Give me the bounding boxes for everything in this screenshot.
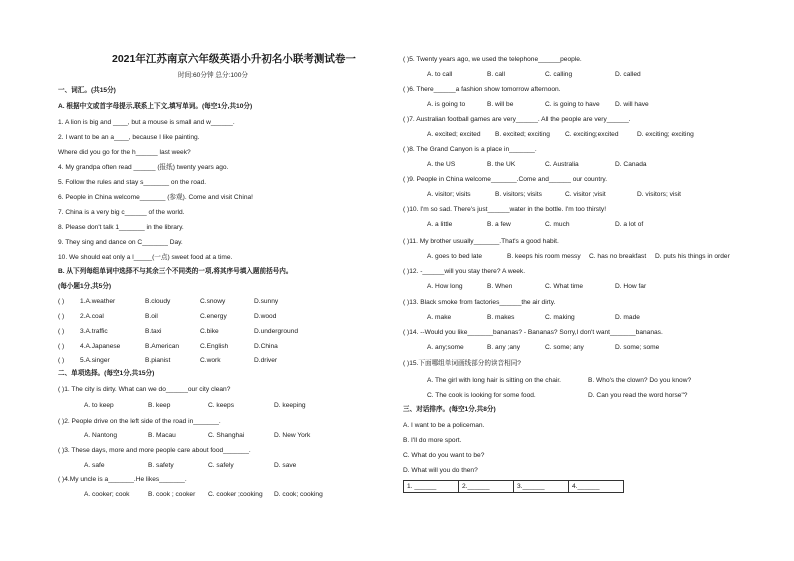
dialog-line: 三、对话排序。(每空1分,共8分) xyxy=(403,406,496,413)
option-b: B. When xyxy=(487,283,513,290)
answer-cell[interactable]: 3.______ xyxy=(514,481,569,493)
option-d: D.wood xyxy=(254,313,277,320)
question-line: ( )3. These days, more and more people care about food_______. xyxy=(58,447,251,454)
option-b: B. a few xyxy=(487,221,511,228)
option-c: C.work xyxy=(200,357,221,364)
option-a: A. goes to bed late xyxy=(427,253,482,260)
option-a: A. make xyxy=(427,314,452,321)
option-d: D. visitors; visit xyxy=(637,191,681,198)
option-a: A. safe xyxy=(84,462,105,469)
question-line: ( )9. People in China welcome_______.Come and______ our country. xyxy=(403,176,608,183)
question-line: 10. We should eat only a l_____(一点) sweet food at a time. xyxy=(58,254,233,261)
option-d: D. save xyxy=(274,462,297,469)
question-line: 7. China is a very big c______ of the world. xyxy=(58,209,185,216)
option-b: B.cloudy xyxy=(145,298,171,305)
option-b: B. will be xyxy=(487,101,514,108)
option-d: D. keeping xyxy=(274,402,306,409)
option-d: D. Canada xyxy=(615,161,647,168)
dialog-line: B. I'll do more sport. xyxy=(403,437,462,444)
option-c: C. keeps xyxy=(208,402,235,409)
option-d: D. some; some xyxy=(615,344,660,351)
option-c: C. has no breakfast xyxy=(589,253,647,260)
q15-option: D. Can you read the word horse"? xyxy=(588,392,688,399)
option-b: B. keeps his room messy xyxy=(507,253,581,260)
question-line: ( )10. I'm so sad. There's just______water in the bottle. I'm too thirsty! xyxy=(403,206,607,213)
option-b: B. keep xyxy=(148,402,171,409)
answer-bracket: ( ) xyxy=(58,343,65,350)
option-d: D. cook; cooking xyxy=(274,491,323,498)
option-b: B. the UK xyxy=(487,161,516,168)
option-b: B. makes xyxy=(487,314,515,321)
option-a: A. to call xyxy=(427,71,453,78)
q15-option: B. Who's the clown? Do you know? xyxy=(588,377,692,384)
answer-cell[interactable]: 1. ______ xyxy=(404,481,459,493)
option-a: 1.A.weather xyxy=(80,298,116,305)
option-a: A. a little xyxy=(427,221,453,228)
option-c: C. Shanghai xyxy=(208,432,245,439)
option-d: D.sunny xyxy=(254,298,279,305)
question-line: ( )1. The city is dirty. What can we do______our city clean? xyxy=(58,386,231,393)
option-a: A. any;some xyxy=(427,344,464,351)
option-d: D.China xyxy=(254,343,278,350)
option-c: C. Australia xyxy=(545,161,579,168)
question-line: ( )5. Twenty years ago, we used the telephone______people. xyxy=(403,56,582,63)
question-line: ( )2. People drive on the left side of the road in_______. xyxy=(58,418,221,425)
option-b: B.taxi xyxy=(145,328,162,335)
question-line: ( )4.My uncle is a_______.He likes_______. xyxy=(58,476,187,483)
question-line: 一、词汇。(共15分) xyxy=(58,87,116,94)
option-d: D. How far xyxy=(615,283,647,290)
option-b: B. excited; exciting xyxy=(495,131,550,138)
answer-bracket: ( ) xyxy=(58,298,65,305)
option-d: D.driver xyxy=(254,357,278,364)
option-b: B.American xyxy=(145,343,180,350)
q15-option: C. The cook is looking for some food. xyxy=(427,392,536,399)
dialog-line: A. I want to be a policeman. xyxy=(403,422,485,429)
question-line: 1. A lion is big and ____, but a mouse is small and w______. xyxy=(58,119,235,126)
option-d: D. called xyxy=(615,71,641,78)
option-a: 3.A.traffic xyxy=(80,328,108,335)
option-a: A. is going to xyxy=(427,101,466,108)
option-d: D. made xyxy=(615,314,640,321)
option-a: A. the US xyxy=(427,161,456,168)
option-c: C. What time xyxy=(545,283,584,290)
option-a: A. Nantong xyxy=(84,432,117,439)
option-a: A. to keep xyxy=(84,402,114,409)
question-line: ( )11. My brother usually_______.That's a good habit. xyxy=(403,238,559,245)
question-line: ( )15.下面哪组单词画线部分的读音相同? xyxy=(403,360,521,367)
question-line: 6. People in China welcome_______ (参观). Come and visit China! xyxy=(58,194,253,201)
question-line: ( )13. Black smoke from factories______the air dirty. xyxy=(403,299,556,306)
option-c: C. visitor ;visit xyxy=(565,191,606,198)
time-info: 时间:60分钟 总分:100分 xyxy=(178,72,248,79)
answer-table xyxy=(403,480,624,493)
option-c: C. is going to have xyxy=(545,101,600,108)
option-a: A. cooker; cook xyxy=(84,491,130,498)
option-a: 5.A.singer xyxy=(80,357,110,364)
question-line: ( )12. -______will you stay there? A week. xyxy=(403,268,526,275)
option-b: B.pianist xyxy=(145,357,171,364)
option-b: B. safety xyxy=(148,462,174,469)
option-c: C. some; any xyxy=(545,344,584,351)
answer-cell[interactable]: 4.______ xyxy=(569,481,624,493)
question-line: A. 根据中文或首字母提示,联系上下文,填写单词。(每空1分,共10分) xyxy=(58,103,253,110)
answer-bracket: ( ) xyxy=(58,313,65,320)
option-c: C. much xyxy=(545,221,570,228)
option-b: B. cook ; cooker xyxy=(148,491,196,498)
dialog-line: D. What will you do then? xyxy=(403,467,478,474)
option-d: D. a lot of xyxy=(615,221,644,228)
question-line: 4. My grandpa often read ______ (报纸) twenty years ago. xyxy=(58,164,229,171)
option-c: C.English xyxy=(200,343,229,350)
option-b: B. Macau xyxy=(148,432,176,439)
dialog-line: C. What do you want to be? xyxy=(403,452,485,459)
answer-cell[interactable]: 2.______ xyxy=(459,481,514,493)
question-line: 9. They sing and dance on C_______ Day. xyxy=(58,239,183,246)
option-d: D. exciting; exciting xyxy=(637,131,694,138)
option-d: D. New York xyxy=(274,432,311,439)
question-line: Where did you go for the h______ last week? xyxy=(58,149,191,156)
option-c: C.energy xyxy=(200,313,227,320)
answer-bracket: ( ) xyxy=(58,357,65,364)
question-line: ( )8. The Grand Canyon is a place in_______. xyxy=(403,146,537,153)
question-line: 2. I want to be an a____, because I like painting. xyxy=(58,134,200,141)
option-c: C. calling xyxy=(545,71,573,78)
question-line: 5. Follow the rules and stay s_______ on the road. xyxy=(58,179,207,186)
answer-bracket: ( ) xyxy=(58,328,65,335)
option-b: B.oil xyxy=(145,313,158,320)
q15-option: A. The girl with long hair is sitting on the chair. xyxy=(427,377,562,384)
question-line: 8. Please don't talk 1_______ in the library. xyxy=(58,224,184,231)
option-c: C. cooker ;cooking xyxy=(208,491,263,498)
option-c: C. exciting;excited xyxy=(565,131,619,138)
question-line: 二、单项选择。(每空1分,共15分) xyxy=(58,370,155,377)
page-title: 2021年江苏南京六年级英语小升初名小联考测试卷一 xyxy=(112,53,356,65)
option-d: D. puts his things in order xyxy=(655,253,730,260)
option-d: D.underground xyxy=(254,328,298,335)
option-a: A. visitor; visits xyxy=(427,191,471,198)
option-a: A. excited; excited xyxy=(427,131,481,138)
option-a: 2.A.coal xyxy=(80,313,104,320)
option-a: 4.A.Japanese xyxy=(80,343,121,350)
option-c: C. safely xyxy=(208,462,234,469)
question-line: ( )6. There______a fashion show tomorrow afternoon. xyxy=(403,86,561,93)
question-line: ( )7. Australian football games are very______. All the people are very______. xyxy=(403,116,631,123)
option-b: B. call xyxy=(487,71,505,78)
option-b: B. any ;any xyxy=(487,344,520,351)
question-line: (每小题1分,共5分) xyxy=(58,283,112,290)
question-line: ( )14. --Would you like_______bananas? - Bananas? Sorry,I don't want_______bananas. xyxy=(403,329,663,336)
option-b: B. visitors; visits xyxy=(495,191,542,198)
option-d: D. will have xyxy=(615,101,649,108)
question-line: B. 从下列每组单词中选择不与其余三个不同类的一项,将其序号填入题前括号内。 xyxy=(58,268,293,275)
option-c: C.bike xyxy=(200,328,219,335)
option-c: C.snowy xyxy=(200,298,226,305)
option-a: A. How long xyxy=(427,283,463,290)
option-c: C. making xyxy=(545,314,575,321)
